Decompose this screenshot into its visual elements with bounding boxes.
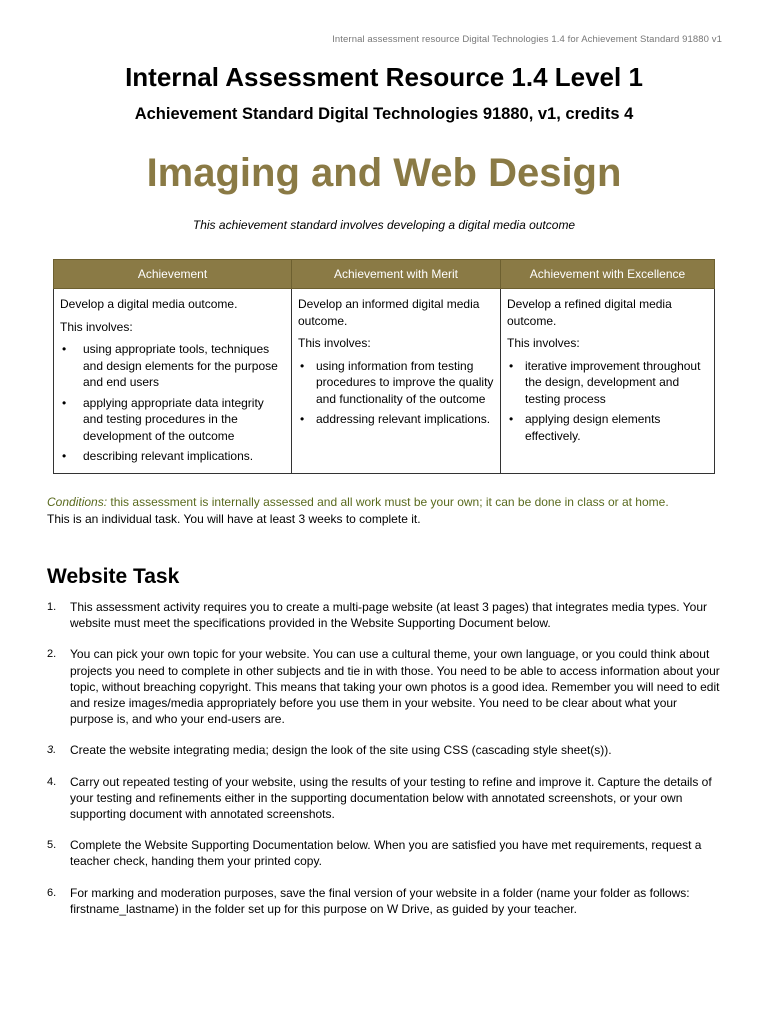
task-item [47,599,723,631]
task-item [47,742,723,758]
grades-header-row [54,260,715,289]
running-header: Internal assessment resource Digital Technologies 1.4 for Achievement Standard 91880 v1 [332,34,722,45]
task-text: You can pick your own topic for your website. You can use a cultural theme, your own language, or you could think about projects you need to complete in other subjects and tie in with those. You need to be able to access information about your topic, without breaching copyright. This means that taking your own photos is a good idea. Remember you will need to edit and resize images/media appropriately before you use them in your website. You need to be clear about what your purpose is, and who your end-users are. [70,647,720,727]
criteria-item: • addressing relevant implications. [298,411,494,428]
task-list [47,599,723,932]
website-task-heading: Website Task [47,565,180,588]
task-text: Complete the Website Supporting Documentation below. When you are satisfied you have met requirements, request a teacher check, handing them your printed copy. [70,838,702,869]
task-number: 5. [47,839,57,852]
conditions-line [47,494,727,511]
main-title: Imaging and Web Design [146,151,622,195]
grades-body-row [54,289,715,474]
column-header-excellence: Achievement with Excellence [501,260,715,289]
criteria-item: • using information from testing procedures to improve the quality and functionality of the outcome [298,358,494,408]
criteria-list [298,358,494,428]
task-number: 2. [47,648,57,661]
cell-lead: Develop a digital media outcome. [60,297,238,311]
criteria-item: • describing relevant implications. [60,448,285,465]
conditions-note: This is an individual task. You will have at least 3 weeks to complete it. [47,511,421,526]
criteria-item: • applying design elements effectively. [507,411,708,444]
task-item [47,837,723,869]
cell-involves: This involves: [507,336,580,350]
subtitle: This achievement standard involves developing a digital media outcome [192,218,576,232]
conditions-label: Conditions: [47,495,108,509]
task-text: Carry out repeated testing of your website, using the results of your testing to refine and improve it. Capture the details of your testing and refinements either in the supporting documentation below with annotated screenshots, or your own supporting document with annotated screenshots. [70,774,712,822]
criteria-list [60,341,285,465]
criteria-list [507,358,708,445]
cell-involves: This involves: [60,319,133,334]
task-text: Create the website integrating media; design the look of the site using CSS (cascading style sheet(s)). [70,743,612,758]
column-header-achievement: Achievement [54,260,292,289]
task-number: 1. [47,601,57,613]
cell-lead: Develop a refined digital media outcome. [507,297,672,328]
achievement-cell [54,289,292,474]
criteria-item: • iterative improvement throughout the design, development and testing process [507,358,708,408]
conditions-text: this assessment is internally assessed and all work must be your own; it can be done in class or at home. [107,495,669,509]
standard-title: Achievement Standard Digital Technologies 91880, v1, credits 4 [134,105,634,123]
task-number: 3. [47,744,57,757]
task-number: 6. [47,886,57,899]
task-item [47,774,723,823]
task-item [47,885,723,917]
cell-lead: Develop an informed digital media outcome. [298,297,480,328]
criteria-item: • applying appropriate data integrity and testing procedures in the development of the outcome [60,395,285,445]
task-text: For marking and moderation purposes, save the final version of your website in a folder (name your folder as follows: firstname_lastname) in the folder set up for this purpose on W Drive, as guided by your teacher. [70,885,690,916]
cell-involves: This involves: [298,336,371,350]
grades-table [53,259,715,474]
column-header-merit: Achievement with Merit [292,260,501,289]
excellence-cell [501,289,715,474]
task-text: This assessment activity requires you to create a multi-page website (at least 3 pages) that integrates media types. Your website must meet the specifications provided in the Website Supporting Document below. [70,600,707,631]
resource-title: Internal Assessment Resource 1.4 Level 1 [125,62,643,92]
task-number: 4. [47,775,57,788]
task-item [47,646,723,727]
conditions-block [47,494,727,527]
criteria-item: • using appropriate tools, techniques and design elements for the purpose and end users [60,341,285,391]
merit-cell [292,289,501,474]
